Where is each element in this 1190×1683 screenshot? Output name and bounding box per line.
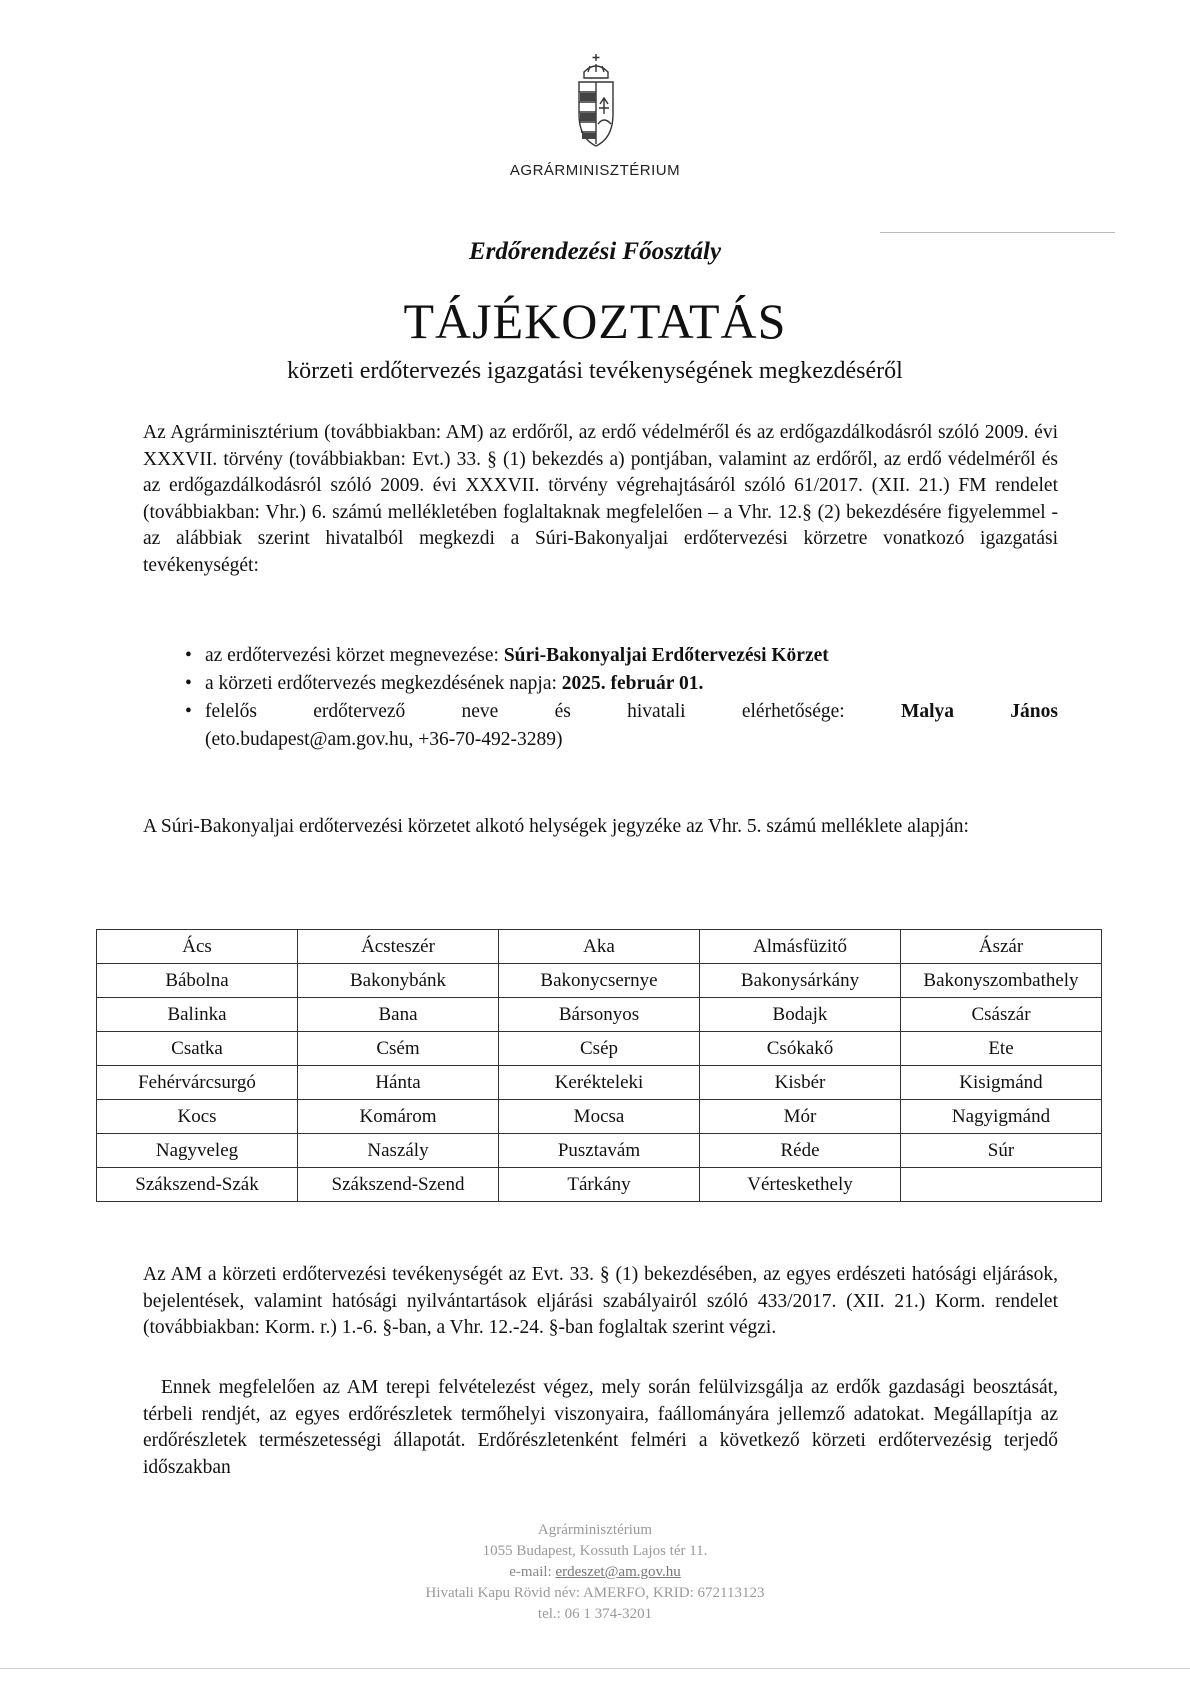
- bullet-icon: •: [185, 645, 192, 666]
- table-cell: Bakonyszombathely: [901, 964, 1102, 998]
- table-cell: Csém: [298, 1032, 499, 1066]
- table-cell: Bakonysárkány: [700, 964, 901, 998]
- planner-label: felelős erdőtervező neve és hivatali elérhetősége:: [205, 701, 901, 722]
- table-cell: Császár: [901, 998, 1102, 1032]
- document-subtitle: körzeti erdőtervezés igazgatási tevékenységének megkezdéséről: [287, 358, 903, 384]
- coat-of-arms-logo: [574, 52, 618, 148]
- table-row: [97, 1032, 1102, 1066]
- table-row: [97, 1134, 1102, 1168]
- table-cell: Balinka: [97, 998, 298, 1032]
- table-cell: Ácsteszér: [298, 930, 499, 964]
- table-cell: Csép: [499, 1032, 700, 1066]
- table-cell: Bodajk: [700, 998, 901, 1032]
- table-row: [97, 1066, 1102, 1100]
- table-cell: Kocs: [97, 1100, 298, 1134]
- planner-contact: (eto.budapest@am.gov.hu, +36-70-492-3289): [205, 729, 563, 750]
- table-cell: Réde: [700, 1134, 901, 1168]
- table-cell: Fehérvárcsurgó: [97, 1066, 298, 1100]
- list-item: [185, 670, 1058, 698]
- table-cell: Tárkány: [499, 1168, 700, 1202]
- table-cell: Naszály: [298, 1134, 499, 1168]
- header-divider: [880, 232, 1115, 233]
- table-cell: Mocsa: [499, 1100, 700, 1134]
- table-cell: Nagyveleg: [97, 1134, 298, 1168]
- bullet-icon: •: [185, 673, 192, 694]
- table-cell: Bábolna: [97, 964, 298, 998]
- table-cell: Kisbér: [700, 1066, 901, 1100]
- table-cell: Bakonybánk: [298, 964, 499, 998]
- table-cell: Pusztavám: [499, 1134, 700, 1168]
- table-row: [97, 964, 1102, 998]
- table-cell: Komárom: [298, 1100, 499, 1134]
- table-cell: Nagyigmánd: [901, 1100, 1102, 1134]
- footer-gateway: Hivatali Kapu Rövid név: AMERFO, KRID: 672113123: [425, 1585, 765, 1601]
- table-cell: [901, 1168, 1102, 1202]
- table-cell: Csókakő: [700, 1032, 901, 1066]
- table-row: [97, 998, 1102, 1032]
- table-cell: Bakonycsernye: [499, 964, 700, 998]
- table-cell: Bana: [298, 998, 499, 1032]
- table-cell: Ács: [97, 930, 298, 964]
- closing-paragraph-2: Ennek megfelelően az AM terepi felvételezést végez, mely során felülvizsgálja az erdők gazdasági beosztását, térbeli rendjét, az egyes erdőrészletek termőhelyi viszonyaira, faállományára jellemző adatokat. Megállapítja az erdőrészletek természetességi állapotát. Erdőrészletenként felméri a következő körzeti erdőtervezésig terjedő időszakban: [143, 1377, 1058, 1478]
- table-cell: Szákszend-Szend: [298, 1168, 499, 1202]
- table-cell: Almásfüzitő: [700, 930, 901, 964]
- table-cell: Csatka: [97, 1032, 298, 1066]
- footer-email-prefix: e-mail:: [509, 1564, 556, 1580]
- table-cell: Kerékteleki: [499, 1066, 700, 1100]
- intro-paragraph: Az Agrárminisztérium (továbbiakban: AM) az erdőről, az erdő védelméről és az erdőgazdálkodásról szóló 2009. évi XXXVII. törvény (továbbiakban: Evt.) 33. § (1) bekezdés a) pontjában, valamint az erdőről, az erdő védelméről és az erdőgazdálkodásról szóló 2009. évi XXXVII. törvény végrehajtásáról szóló 61/2017. (XII. 21.) FM rendelet (továbbiakban: Vhr.) 6. számú mellékletében foglaltaknak megfelelően – a Vhr. 12.§ (2) bekezdésére figyelemmel - az alábbiak szerint hivatalból megkezdi a Súri-Bakonyaljai erdőtervezési körzetre vonatkozó igazgatási tevékenységét:: [143, 422, 1058, 576]
- table-cell: Ete: [901, 1032, 1102, 1066]
- table-cell: Hánta: [298, 1066, 499, 1100]
- footer-email-line: [0, 1562, 1190, 1583]
- document-title: TÁJÉKOZTATÁS: [403, 293, 787, 349]
- table-cell: Súr: [901, 1134, 1102, 1168]
- table-cell: Ászár: [901, 930, 1102, 964]
- footer-phone: tel.: 06 1 374-3201: [537, 1606, 653, 1622]
- table-cell: Vérteskethely: [700, 1168, 901, 1202]
- footer-address: 1055 Budapest, Kossuth Lajos tér 11.: [482, 1543, 708, 1559]
- table-row: [97, 1168, 1102, 1202]
- planner-name: Malya János: [900, 701, 1058, 722]
- footer-org: Agrárminisztérium: [537, 1522, 653, 1538]
- table-row: [97, 930, 1102, 964]
- list-item: [185, 642, 1058, 670]
- table-cell: Kisigmánd: [901, 1066, 1102, 1100]
- table-cell: Aka: [499, 930, 700, 964]
- table-row: [97, 1100, 1102, 1134]
- details-list: [185, 642, 1058, 754]
- department-name: Erdőrendezési Főosztály: [468, 238, 722, 265]
- places-table: [96, 929, 1102, 1202]
- list-item: [185, 698, 1058, 754]
- bullet-icon: •: [185, 701, 192, 722]
- district-value: Súri-Bakonyaljai Erdőtervezési Körzet: [503, 645, 829, 666]
- table-cell: Mór: [700, 1100, 901, 1134]
- table-cell: Szákszend-Szák: [97, 1168, 298, 1202]
- footer-email-link[interactable]: erdeszet@am.gov.hu: [555, 1564, 681, 1580]
- start-date-value: 2025. február 01.: [561, 673, 704, 694]
- table-cell: Bársonyos: [499, 998, 700, 1032]
- ministry-name: AGRÁRMINISZTÉRIUM: [509, 162, 681, 179]
- closing-paragraph-1: Az AM a körzeti erdőtervezési tevékenységét az Evt. 33. § (1) bekezdésében, az egyes erdészeti hatósági eljárások, bejelentések, valamint hatósági nyilvántartások eljárási szabályairól szóló 433/2017. (XII. 21.) Korm. rendelet (továbbiakban: Korm. r.) 1.-6. §-ban, a Vhr. 12.-24. §-ban foglaltak szerint végzi.: [143, 1264, 1058, 1339]
- district-label: az erdőtervezési körzet megnevezése:: [205, 645, 504, 666]
- bottom-divider: [0, 1668, 1190, 1669]
- footer: [0, 1520, 1190, 1625]
- places-intro: A Súri-Bakonyaljai erdőtervezési körzetet alkotó helységek jegyzéke az Vhr. 5. számú melléklete alapján:: [143, 816, 969, 837]
- start-date-label: a körzeti erdőtervezés megkezdésének napja:: [205, 673, 562, 694]
